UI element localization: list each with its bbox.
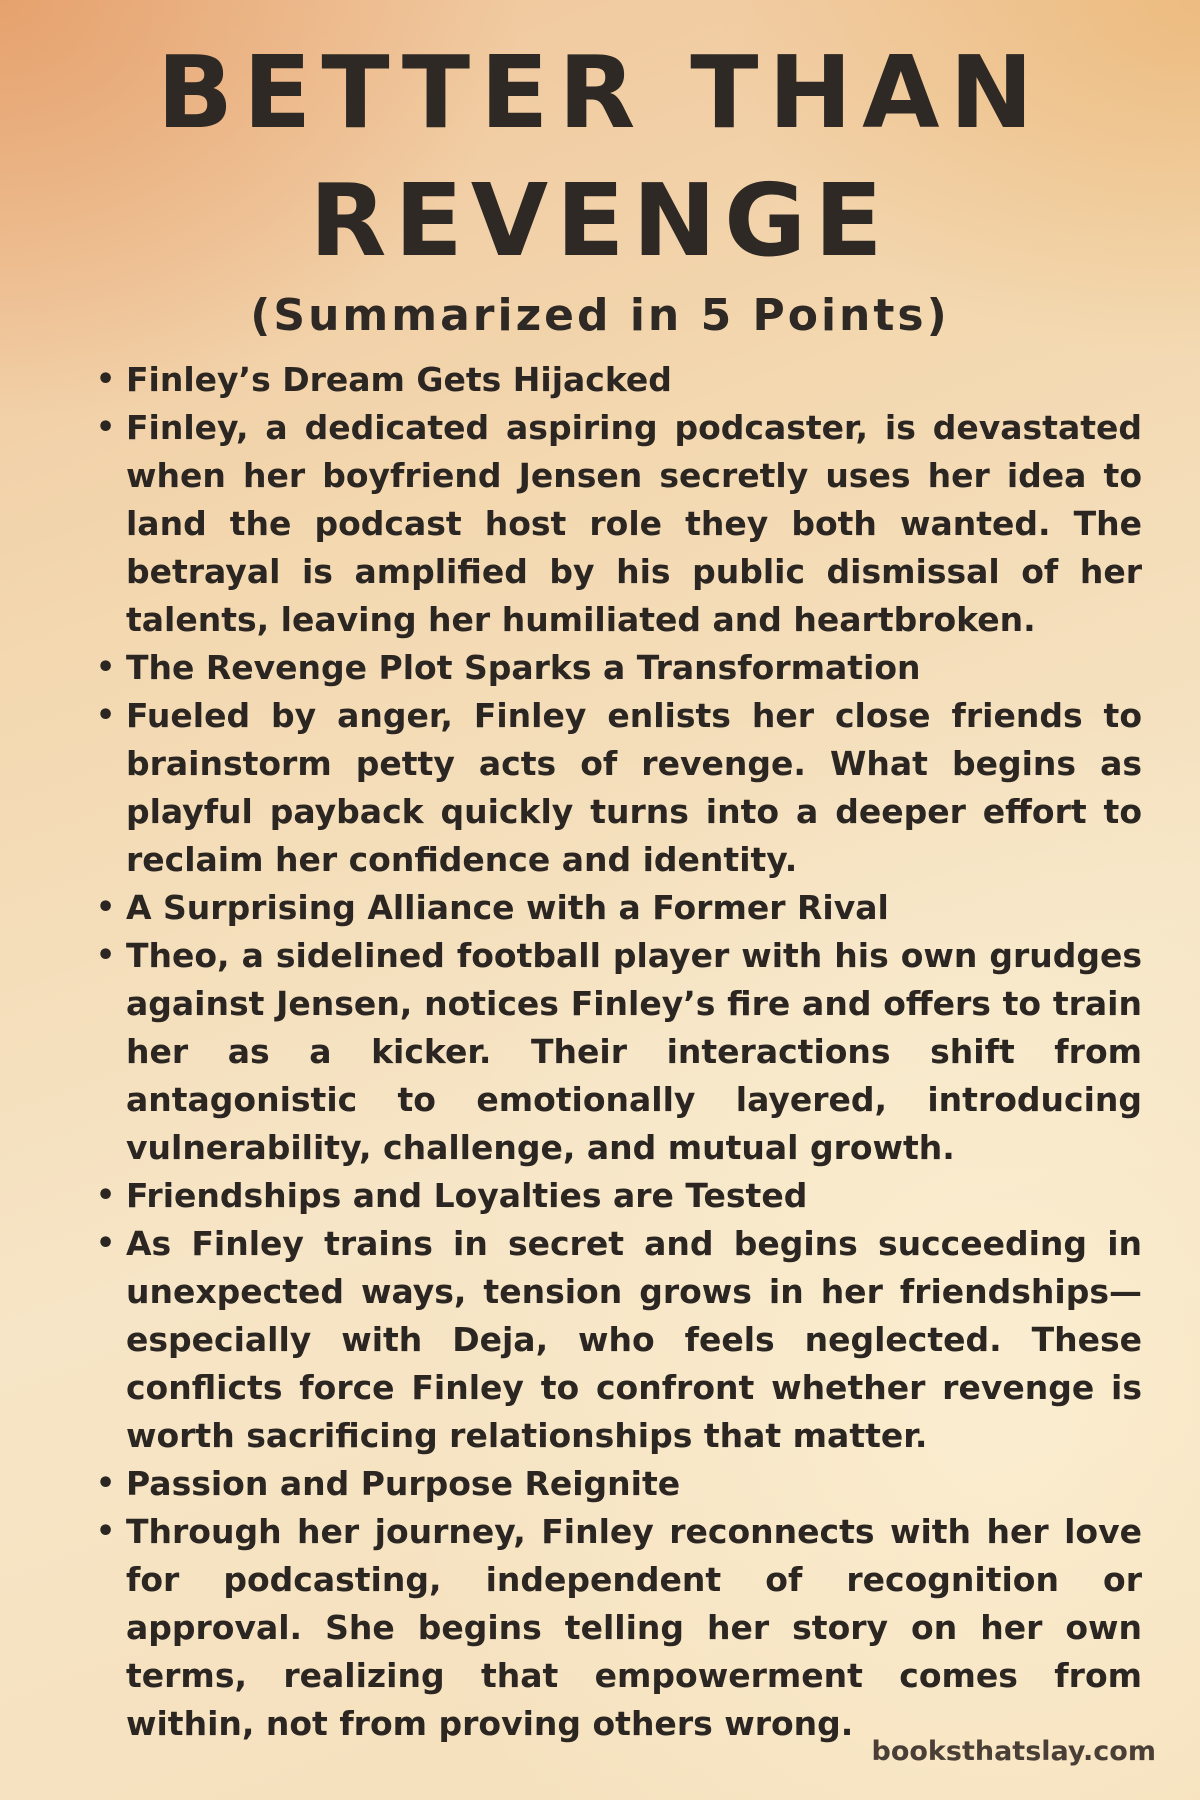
book-title-line-2: REVENGE — [309, 162, 891, 279]
point-heading-text: Friendships and Loyalties are Tested — [126, 1176, 808, 1215]
point-heading-text: Finley’s Dream Gets Hijacked — [126, 360, 672, 399]
bullet-icon: • — [96, 362, 116, 397]
point-1-body — [90, 404, 1142, 644]
point-5-body — [90, 1508, 1142, 1748]
point-body-text: Fueled by anger, Finley enlists her close friends to brainstorm petty acts of revenge. What begins as playful payback quickly turns into a deeper effort to reclaim her confidence and identity. — [126, 696, 1142, 879]
site-credit: booksthatslay.com — [871, 1736, 1156, 1767]
point-2-body — [90, 692, 1142, 884]
book-title-line-1: BETTER THAN — [156, 34, 1044, 151]
point-body-text: Finley, a dedicated aspiring podcaster, is devastated when her boyfriend Jensen secretly uses her idea to land the podcast host role they both wanted. The betrayal is amplified by his public dismissal of her talents, leaving her humiliated and heartbroken. — [126, 408, 1142, 639]
point-2-heading — [90, 644, 1142, 692]
bullet-icon: • — [96, 1178, 116, 1213]
point-heading-text: The Revenge Plot Sparks a Transformation — [126, 648, 921, 687]
point-5-heading — [90, 1460, 1142, 1508]
point-heading-text: Passion and Purpose Reignite — [126, 1464, 681, 1503]
point-heading-text: A Surprising Alliance with a Former Rival — [126, 888, 889, 927]
bullet-icon: • — [96, 650, 116, 685]
bullet-icon: • — [96, 938, 116, 973]
point-4-body — [90, 1220, 1142, 1460]
point-body-text: Through her journey, Finley reconnects with her love for podcasting, independent of recognition or approval. She begins telling her story on her own terms, realizing that empowerment comes from within, not from proving others wrong. — [126, 1512, 1142, 1743]
bullet-icon: • — [96, 698, 116, 733]
bullet-icon: • — [96, 410, 116, 445]
bullet-icon: • — [96, 1514, 116, 1549]
point-3-heading — [90, 884, 1142, 932]
point-body-text: Theo, a sidelined football player with his own grudges against Jensen, notices Finley’s fire and offers to train her as a kicker. Their interactions shift from antagonistic to emotionally layered, introducing vulnerability, challenge, and mutual growth. — [126, 936, 1142, 1167]
point-4-heading — [90, 1172, 1142, 1220]
summary-points-list — [90, 356, 1142, 1748]
subtitle: (Summarized in 5 Points) — [250, 290, 950, 341]
bullet-icon: • — [96, 1226, 116, 1261]
point-body-text: As Finley trains in secret and begins succeeding in unexpected ways, tension grows in her friendships—especially with Deja, who feels neglected. These conflicts force Finley to confront whether revenge is worth sacrificing relationships that matter. — [126, 1224, 1142, 1455]
point-3-body — [90, 932, 1142, 1172]
bullet-icon: • — [96, 1466, 116, 1501]
point-1-heading — [90, 356, 1142, 404]
bullet-icon: • — [96, 890, 116, 925]
